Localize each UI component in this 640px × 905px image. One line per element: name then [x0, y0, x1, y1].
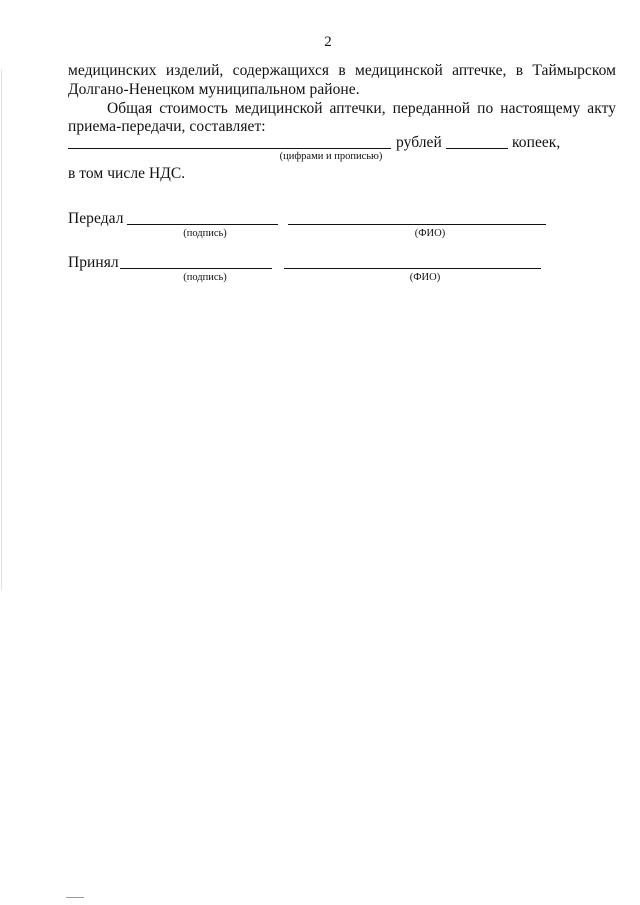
kopecks-label: копеек,	[512, 134, 561, 151]
transferred-signature-blank	[127, 224, 278, 225]
received-name-caption: (ФИО)	[409, 272, 441, 283]
rubles-label: рублей	[396, 134, 442, 151]
paragraph2-line1: Общая стоимость медицинской аптечки, переданной по настоящему акту	[107, 100, 616, 117]
amount-blank	[68, 148, 391, 149]
transferred-name-blank	[288, 224, 546, 225]
paragraph1-line2: Долгано-Ненецком муниципальном районе.	[68, 81, 360, 98]
amount-caption: (цифрами и прописью)	[279, 151, 383, 162]
received-label: Принял	[68, 254, 119, 271]
transferred-name-caption: (ФИО)	[414, 228, 446, 239]
kopecks-blank	[446, 148, 508, 149]
received-signature-blank	[120, 268, 272, 269]
received-name-blank	[284, 268, 541, 269]
transferred-label: Передал	[68, 210, 124, 227]
scan-edge-mark	[1, 70, 2, 590]
scan-bottom-mark	[66, 897, 84, 898]
vat-line: в том числе НДС.	[68, 165, 186, 182]
received-signature-caption: (подпись)	[183, 272, 227, 283]
transferred-signature-caption: (подпись)	[183, 228, 227, 239]
paragraph2-line2: приема-передачи, составляет:	[68, 118, 266, 135]
paragraph1-line1: медицинских изделий, содержащихся в медицинской аптечке, в Таймырском	[68, 62, 616, 79]
page-number: 2	[324, 34, 332, 50]
